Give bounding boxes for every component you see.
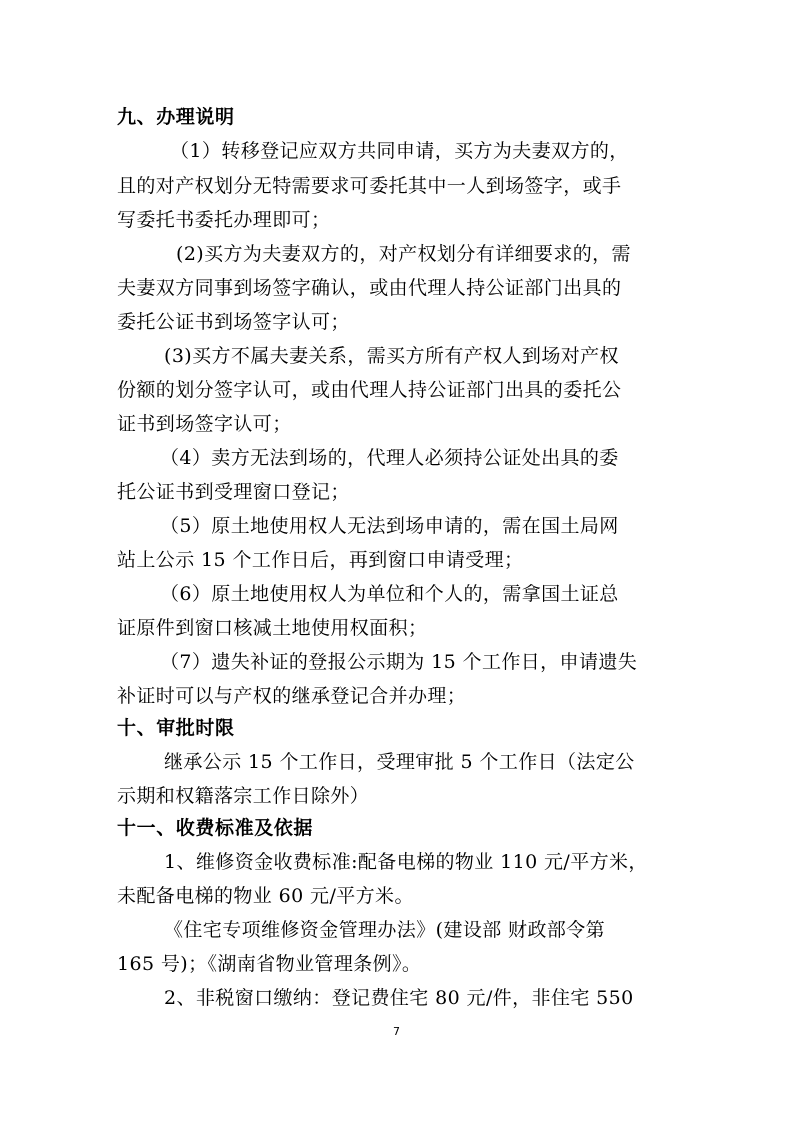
paragraph-line: 补证时可以与产权的继承登记合并办理； xyxy=(117,685,467,707)
paragraph-line: （1）转移登记应双方共同申请，买方为夫妻双方的， xyxy=(170,140,629,162)
paragraph-line: （6）原土地使用权人为单位和个人的，需拿国土证总 xyxy=(160,583,619,605)
section-heading-11: 十一、收费标准及依据 xyxy=(117,817,314,839)
paragraph-line: 夫妻双方同事到场签字确认，或由代理人持公证部门出具的 xyxy=(117,277,622,299)
paragraph-line: 证原件到窗口核减土地使用权面积； xyxy=(117,617,428,639)
paragraph-line: 委托公证书到场签字认可； xyxy=(117,311,350,333)
paragraph-line: 写委托书委托办理即可； xyxy=(117,209,331,231)
paragraph-line: 示期和权籍落宗工作日除外） xyxy=(117,785,370,807)
paragraph-line: 站上公示 15 个工作日后，再到窗口申请受理； xyxy=(117,549,524,571)
paragraph-line: (2)买方为夫妻双方的，对产权划分有详细要求的，需 xyxy=(176,243,631,265)
paragraph-line: （5）原土地使用权人无法到场申请的，需在国土局网 xyxy=(160,515,619,537)
paragraph-line: （7）遗失补证的登报公示期为 15 个工作日，申请遗失 xyxy=(160,651,638,673)
page-number: 7 xyxy=(393,1025,400,1038)
section-heading-10: 十、审批时限 xyxy=(117,717,235,739)
paragraph-line: 继承公示 15 个工作日，受理审批 5 个工作日（法定公 xyxy=(164,751,635,773)
paragraph-line: 未配备电梯的物业 60 元/平方米。 xyxy=(117,885,414,907)
paragraph-line: （4）卖方无法到场的，代理人必须持公证处出具的委 xyxy=(160,447,619,469)
paragraph-line: 165 号)；《湖南省物业管理条例》。 xyxy=(117,953,422,975)
paragraph-line: 1、维修资金收费标准:配备电梯的物业 110 元/平方米， xyxy=(164,851,648,873)
paragraph-line: 证书到场签字认可； xyxy=(117,413,292,435)
paragraph-line: 《住宅专项维修资金管理办法》(建设部 财政部令第 xyxy=(164,919,606,941)
paragraph-line: 份额的划分签字认可，或由代理人持公证部门出具的委托公 xyxy=(117,379,622,401)
section-heading-9: 九、办理说明 xyxy=(117,106,235,128)
paragraph-line: (3)买方不属夫妻关系，需买方所有产权人到场对产权 xyxy=(164,345,619,367)
paragraph-line: 托公证书到受理窗口登记； xyxy=(117,481,350,503)
paragraph-line: 2、非税窗口缴纳：登记费住宅 80 元/件，非住宅 550 xyxy=(164,987,634,1009)
paragraph-line: 且的对产权划分无特需要求可委托其中一人到场签字，或手 xyxy=(117,175,622,197)
